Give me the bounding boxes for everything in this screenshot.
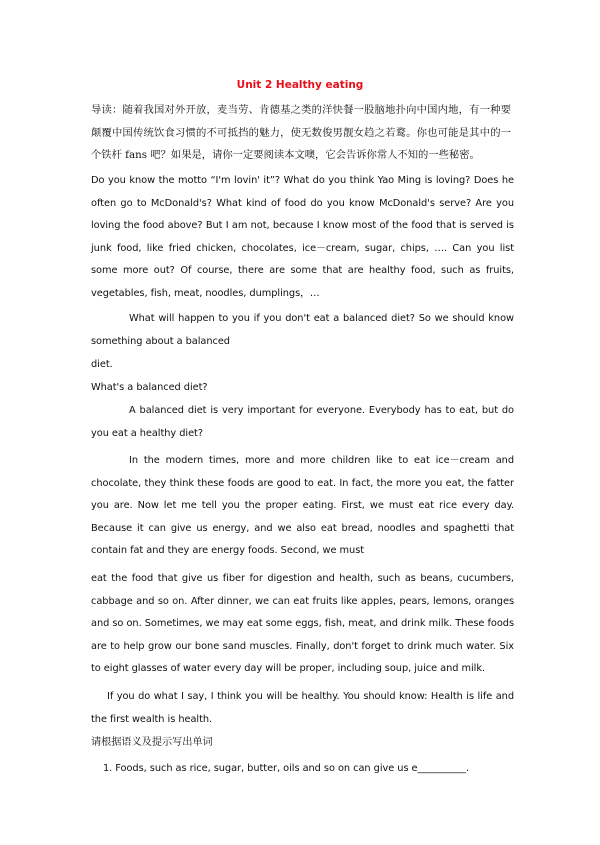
exercise-instruction: 请根据语义及提示写出单词 [91,737,213,748]
paragraph-fiber: eat the food that give us fiber for digestion and health, such as beans, cucumbers, cabbage and so on. After dinner, we can eat fruits like apples, pears, lemons, oranges and so on. Sometimes, we may eat some eggs, fish, meat, and drink milk. These foods are to help grow our bone sand muscles. Finally, don't forget to drink much water. Six to eight glasses of water every day will be proper, including soup, juice and milk. [91,573,514,675]
exercise-question-1: 1. Foods, such as rice, sugar, butter, oils and so on can give us e__________. [103,763,470,774]
paragraph-modern-times: In the modern times, more and more children like to eat ice－cream and chocolate, they think these foods are good to eat. In fact, the more you eat, the fatter you are. Now let me tell you the proper eating. First, we must eat rice every day. Because it can give us energy, and we also eat bread, noodles and spaghetti that contain fat and they are energy foods. Second, we must [91,455,514,557]
paragraph-balanced-question: What will happen to you if you don't eat a balanced diet? So we should know something about a balanced [91,313,514,347]
paragraph-motto: Do you know the motto “I'm lovin' it”? What do you think Yao Ming is loving? Does he often go to McDonald's? What kind of food do you know McDonald's serve? Are you loving the food above? But I am not, because I know most of the food that is served is junk food, like fried chicken, chocolates, ice－cream, sugar, chips, …. Can you list some more out? Of course, there are some that are healthy food, such as fruits, vegetables, fish, meat, noodles, dumplings，… [91,175,514,299]
paragraph-diet-word: diet. [91,359,113,370]
paragraph-conclusion: If you do what I say, I think you will be healthy. You should know: Health is life and the first wealth is health. [91,691,514,725]
section-heading: What's a balanced diet? [91,382,208,393]
paragraph-importance: A balanced diet is very important for everyone. Everybody has to eat, but do you eat a healthy diet? [91,405,514,439]
document-title: Unit 2 Healthy eating [236,79,364,91]
intro-paragraph: 导读：随着我国对外开放，麦当劳、肯德基之类的洋快餐一股脑地扑向中国内地，有一种要颠覆中国传统饮食习惯的不可抵挡的魅力，使无数俊男靓女趋之若鹜。你也可能是其中的一个铁杆 fans 吧？如果是，请你一定要阅读本文噢，它会告诉你常人不知的一些秘密。 [91,104,511,161]
